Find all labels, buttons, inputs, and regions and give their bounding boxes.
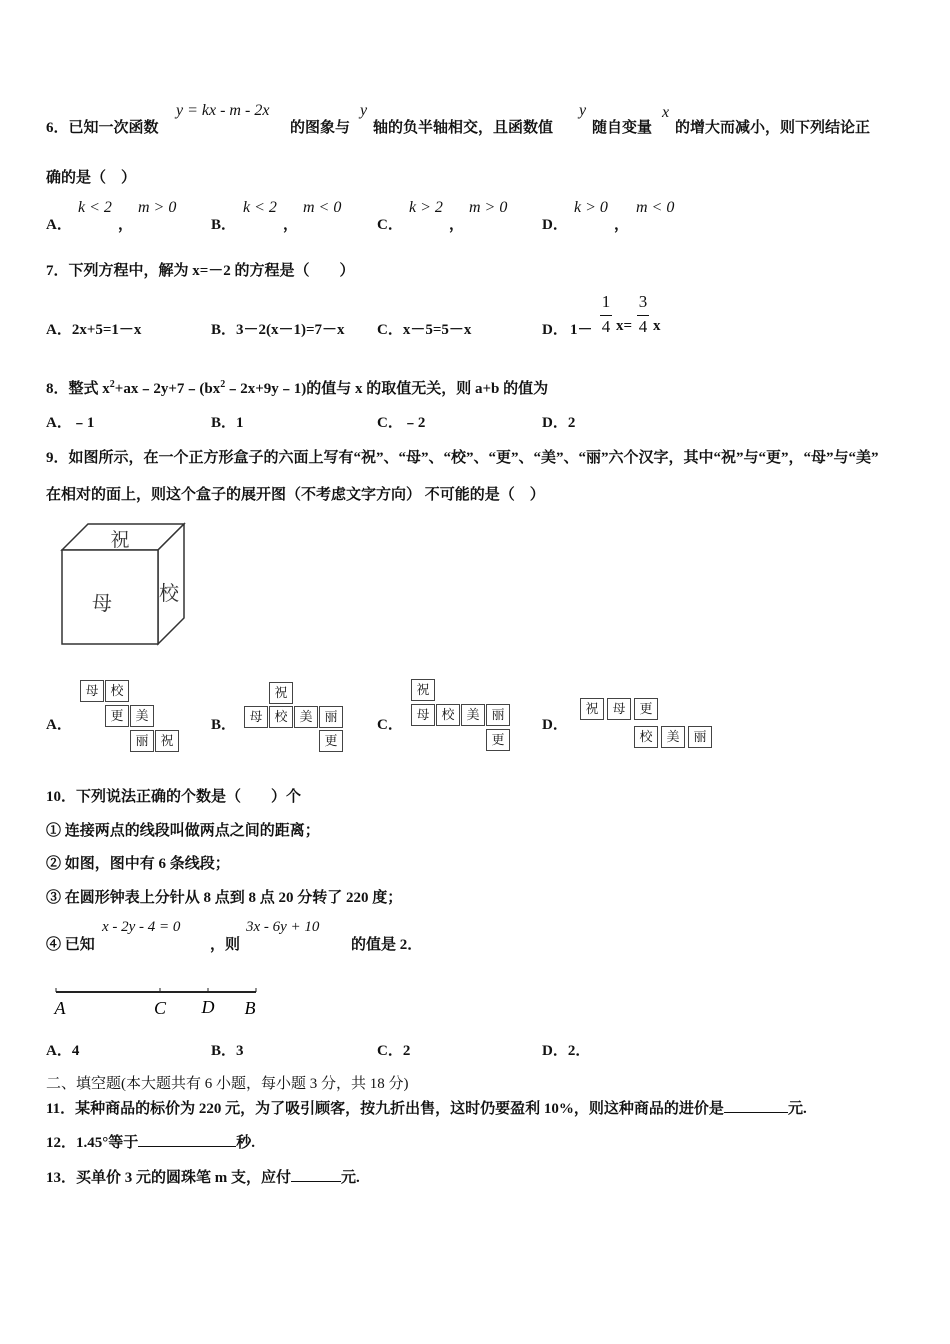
net-b-cell: 祝 <box>269 682 293 704</box>
net-d-cell: 祝 <box>580 698 604 720</box>
q6-option-a-comma: ， <box>118 217 134 233</box>
q6-text-4: 的增大而减小，则下列结论正 <box>675 120 871 136</box>
net-d-cell: 丽 <box>688 726 712 748</box>
net-d-cell: 更 <box>634 698 658 720</box>
q6-option-d-c2: m < 0 <box>636 199 675 216</box>
q6-option-d-label: D． <box>542 217 568 233</box>
q13 <box>46 1166 360 1187</box>
net-c-cell: 更 <box>486 729 510 751</box>
net-d-cell: 母 <box>607 698 631 720</box>
q6-var-x: x <box>662 104 670 121</box>
q8-option-a: A．﹣1 <box>46 415 95 431</box>
q6-option-c-comma: ， <box>449 217 465 233</box>
point-label-a: A <box>54 998 66 1018</box>
q8-option-b: B．1 <box>211 415 244 431</box>
net-a-cell: 更 <box>105 705 129 727</box>
net-a-cell: 祝 <box>155 730 179 752</box>
q6-option-c-c1: k > 2 <box>409 199 443 216</box>
q10-option-a: A．4 <box>46 1043 80 1059</box>
q6-option-a-c2: m > 0 <box>138 199 177 216</box>
q6-prefix: 6．已知一次函数 <box>46 120 159 136</box>
q6-line2: 确的是（ ） <box>46 170 137 186</box>
q8-sup2: 2 <box>220 379 226 390</box>
q13-post: 元. <box>341 1170 360 1186</box>
q10-statement-1: ① 连接两点的线段叫做两点之间的距离； <box>46 823 320 839</box>
q7-option-b: B．3－2(x－1)=7－x <box>211 322 345 338</box>
cube-front-label: 母 <box>92 591 112 615</box>
q7-frac1-denominator: 4 <box>601 317 611 336</box>
q10-option-b: B．3 <box>211 1043 244 1059</box>
net-c-cell: 母 <box>411 704 435 726</box>
q12 <box>46 1131 255 1152</box>
net-b-cell: 丽 <box>319 706 343 728</box>
point-label-b: B <box>244 998 256 1018</box>
q8-stem-b: +ax﹣2y+7﹣(bx <box>114 381 221 397</box>
net-a-cell: 丽 <box>130 730 154 752</box>
q10-statement-4-mid: ，则 <box>210 937 241 953</box>
q10-option-d: D．2． <box>542 1043 591 1059</box>
q10-statement-4-post: 的值是 2． <box>351 937 423 953</box>
q10-segment-diagram <box>48 984 262 1020</box>
net-a-cell: 母 <box>80 680 104 702</box>
q7-option-d-mid: x= <box>616 318 633 334</box>
net-c-cell: 丽 <box>486 704 510 726</box>
q10-statement-3: ③ 在圆形钟表上分针从 8 点到 8 点 20 分转了 220 度； <box>46 890 403 906</box>
q7-frac1-bar <box>600 315 612 316</box>
q6-option-b-comma: ， <box>283 217 299 233</box>
q7-stem: 7．下列方程中，解为 x=－2 的方程是（ ） <box>46 263 355 279</box>
net-a-cell: 校 <box>105 680 129 702</box>
net-b-cell: 母 <box>244 706 268 728</box>
q6-option-d-comma: ， <box>614 217 630 233</box>
q10-statement-4-pre: ④ 已知 <box>46 937 95 953</box>
q7-frac1-numerator: 1 <box>601 292 611 311</box>
q7-frac2-numerator: 3 <box>638 292 648 311</box>
q9-option-d-label: D． <box>542 717 568 733</box>
net-b-cell: 更 <box>319 730 343 752</box>
q10-statement-2: ② 如图，图中有 6 条线段； <box>46 856 230 872</box>
net-a-cell: 美 <box>130 705 154 727</box>
q10-stem: 10．下列说法正确的个数是（ ）个 <box>46 789 302 805</box>
net-d-cell: 美 <box>661 726 685 748</box>
point-label-c: C <box>153 998 167 1018</box>
q9-option-a-label: A． <box>46 717 72 733</box>
q12-text: 12．1.45°等于 <box>46 1135 139 1151</box>
q12-answer-blank[interactable] <box>138 1132 236 1147</box>
q8-sup1: 2 <box>109 379 115 390</box>
q6-text-2: 轴的负半轴相交，且函数值 <box>373 120 554 136</box>
q8-option-d: D．2 <box>542 415 576 431</box>
q9-line1: 9．如图所示，在一个正方形盒子的六面上写有“祝”、“母”、“校”、“更”、“美”、“丽”六个汉字，其中“祝”与“更”，“母”与“美” <box>46 450 879 466</box>
q7-frac2-denominator: 4 <box>638 317 648 336</box>
q10-formula-2: 3x - 6y + 10 <box>246 919 320 935</box>
q6-text-1: 的图象与 <box>290 120 351 136</box>
net-c-cell: 美 <box>461 704 485 726</box>
net-b-cell: 美 <box>294 706 318 728</box>
q9-cube-diagram <box>58 520 188 648</box>
q6-formula: y = kx - m - 2x <box>176 102 270 119</box>
q13-text: 13．买单价 3 元的圆珠笔 m 支，应付 <box>46 1170 291 1186</box>
q9-option-b-label: B． <box>211 717 237 733</box>
q8-option-c: C．﹣2 <box>377 415 426 431</box>
net-c-cell: 祝 <box>411 679 435 701</box>
q13-answer-blank[interactable] <box>291 1167 341 1182</box>
q7-option-d-label: D． <box>542 322 568 338</box>
q6-option-b-c1: k < 2 <box>243 199 277 216</box>
q8-stem-a: 8．整式 x <box>46 381 110 397</box>
q11-text: 11．某种商品的标价为 220 元，为了吸引顾客，按九折出售，这时仍要盈利 10%，则这种商品的进价是 <box>46 1101 724 1117</box>
q6-var-y: y <box>360 102 368 119</box>
net-d-cell: 校 <box>634 726 658 748</box>
q10-option-c: C．2 <box>377 1043 411 1059</box>
q7-frac2-bar <box>637 315 649 316</box>
cube-top-label: 祝 <box>110 529 130 551</box>
section-2-heading: 二、填空题(本大题共有 6 小题，每小题 3 分，共 18 分) <box>46 1076 409 1092</box>
net-c-cell: 校 <box>436 704 460 726</box>
q11 <box>46 1097 807 1118</box>
q12-post: 秒. <box>236 1135 256 1151</box>
q9-line2: 在相对的面上，则这个盒子的展开图（不考虑文字方向） 不可能的是（ ） <box>46 487 545 503</box>
q6-option-c-c2: m > 0 <box>469 199 508 216</box>
q8-stem <box>46 377 548 398</box>
q6-option-b-label: B． <box>211 217 237 233</box>
q6-var-y2: y <box>579 102 587 119</box>
q6-text-3: 随自变量 <box>592 120 653 136</box>
q7-option-d-pre: 1－ <box>570 322 593 338</box>
q6-option-b-c2: m < 0 <box>303 199 342 216</box>
q6-option-a-c1: k < 2 <box>78 199 112 216</box>
q6-option-a-label: A． <box>46 217 72 233</box>
q7-option-c: C．x－5=5－x <box>377 322 472 338</box>
q8-stem-c: ﹣2x+9y﹣1)的值与 x 的取值无关，则 a+b 的值为 <box>225 381 549 397</box>
q10-formula-1: x - 2y - 4 = 0 <box>102 919 181 935</box>
net-b-cell: 校 <box>269 706 293 728</box>
q7-option-a: A．2x+5=1－x <box>46 322 142 338</box>
q6-option-c-label: C． <box>377 217 403 233</box>
q9-option-c-label: C． <box>377 717 403 733</box>
cube-side-label: 校 <box>159 581 179 605</box>
q11-post: 元. <box>787 1101 807 1117</box>
q11-answer-blank[interactable] <box>724 1098 788 1113</box>
point-label-d: D <box>201 997 215 1017</box>
q7-option-d-post: x <box>653 318 661 334</box>
q6-option-d-c1: k > 0 <box>574 199 608 216</box>
